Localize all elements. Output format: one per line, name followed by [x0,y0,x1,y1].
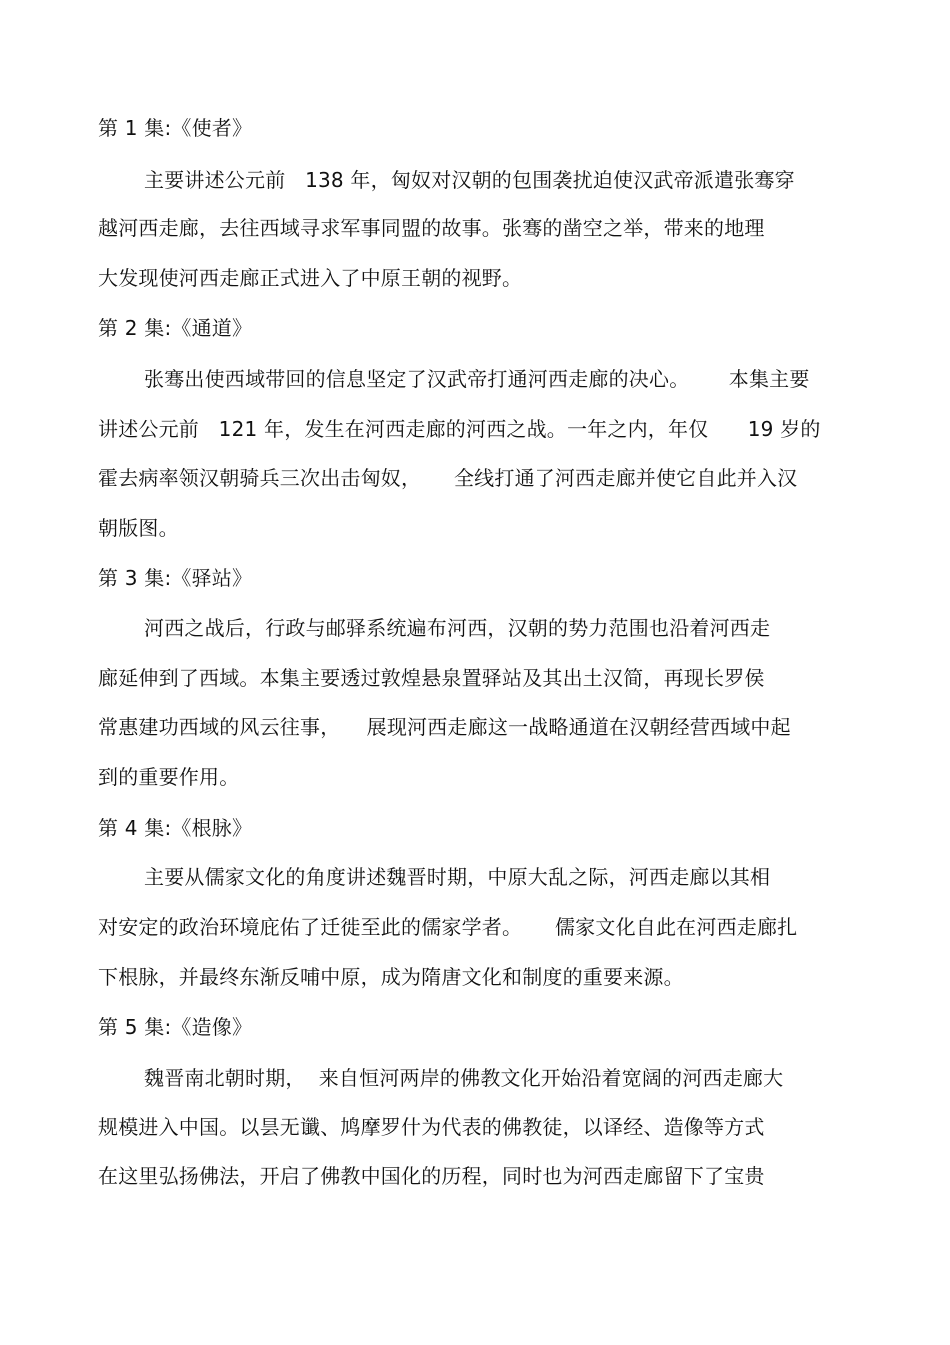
episode-1-line-2: 越河西走廊，去往西域寻求军事同盟的故事。张骞的凿空之举，带来的地理 [98,216,765,240]
episode-1-line-1: 主要讲述公元前 138 年，匈奴对汉朝的包围袭扰迫使汉武帝派遣张骞穿 [144,168,795,192]
episode-2-line-1: 张骞出使西域带回的信息坚定了汉武帝打通河西走廊的决心。 本集主要 [144,367,810,391]
episode-5-line-2: 规模进入中国。以昙无谶、鸠摩罗什为代表的佛教徒，以译经、造像等方式 [98,1115,765,1139]
episode-3-heading: 第 3 集:《驿站》 [98,566,253,590]
episode-2-line-3: 霍去病率领汉朝骑兵三次出击匈奴， 全线打通了河西走廊并使它自此并入汉 [98,466,798,490]
episode-1-line-3: 大发现使河西走廊正式进入了中原王朝的视野。 [98,266,523,290]
episode-5-line-3: 在这里弘扬佛法，开启了佛教中国化的历程，同时也为河西走廊留下了宝贵 [98,1164,765,1188]
episode-3-line-4: 到的重要作用。 [98,765,240,789]
episode-3-line-2: 廊延伸到了西域。本集主要透过敦煌悬泉置驿站及其出土汉简，再现长罗侯 [98,666,765,690]
episode-2-heading: 第 2 集:《通道》 [98,316,253,340]
episode-3-line-1: 河西之战后，行政与邮驿系统遍布河西，汉朝的势力范围也沿着河西走 [144,616,771,640]
episode-4-heading: 第 4 集:《根脉》 [98,816,253,840]
episode-1-heading: 第 1 集:《使者》 [98,116,253,140]
episode-4-line-2: 对安定的政治环境庇佑了迁徙至此的儒家学者。 儒家文化自此在河西走廊扎 [98,915,798,939]
episode-3-line-3: 常惠建功西域的风云往事， 展现河西走廊这一战略通道在汉朝经营西域中起 [98,715,791,739]
episode-4-line-1: 主要从儒家文化的角度讲述魏晋时期，中原大乱之际，河西走廊以其相 [144,865,771,889]
episode-2-line-4: 朝版图。 [98,516,179,540]
episode-2-line-2: 讲述公元前 121 年，发生在河西走廊的河西之战。一年之内，年仅 19 岁的 [98,417,821,441]
episode-5-heading: 第 5 集:《造像》 [98,1015,253,1039]
episode-5-line-1: 魏晋南北朝时期， 来自恒河两岸的佛教文化开始沿着宽阔的河西走廊大 [144,1066,784,1090]
episode-4-line-3: 下根脉，并最终东渐反哺中原，成为隋唐文化和制度的重要来源。 [98,965,684,989]
